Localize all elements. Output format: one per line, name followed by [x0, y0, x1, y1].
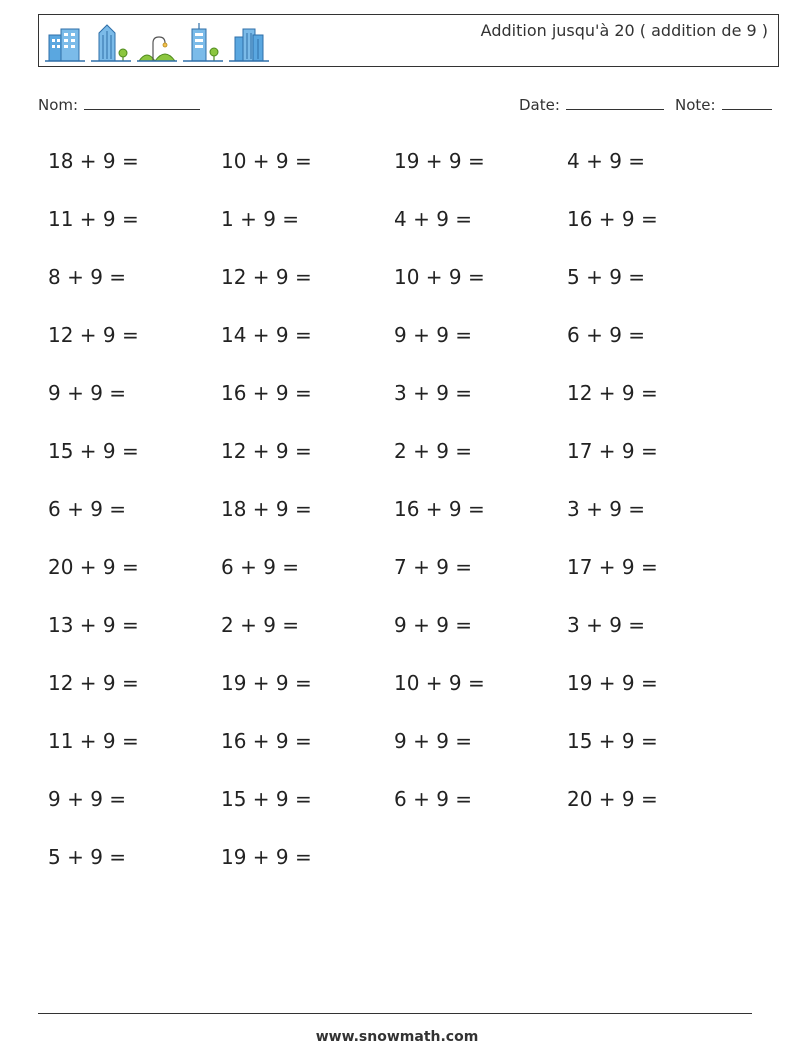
- addition-problem: 19 + 9 =: [221, 845, 312, 869]
- addition-problem: 11 + 9 =: [48, 729, 139, 753]
- addition-problem: 12 + 9 =: [567, 381, 658, 405]
- addition-problem: 9 + 9 =: [48, 381, 127, 405]
- addition-problem: 20 + 9 =: [48, 555, 139, 579]
- addition-problem: 6 + 9 =: [394, 787, 473, 811]
- addition-problem: 12 + 9 =: [221, 265, 312, 289]
- addition-problem: 19 + 9 =: [221, 671, 312, 695]
- addition-problem: 6 + 9 =: [567, 323, 646, 347]
- addition-problem: 11 + 9 =: [48, 207, 139, 231]
- addition-problem: 16 + 9 =: [394, 497, 485, 521]
- addition-problem: 12 + 9 =: [221, 439, 312, 463]
- addition-problem: 17 + 9 =: [567, 439, 658, 463]
- addition-problem: 3 + 9 =: [394, 381, 473, 405]
- addition-problem: 14 + 9 =: [221, 323, 312, 347]
- addition-problem: 9 + 9 =: [394, 729, 473, 753]
- addition-problem: 12 + 9 =: [48, 323, 139, 347]
- addition-problem: 6 + 9 =: [221, 555, 300, 579]
- date-label: Date:: [519, 96, 560, 114]
- addition-problem: 12 + 9 =: [48, 671, 139, 695]
- name-label: Nom:: [38, 96, 79, 114]
- addition-problem: 10 + 9 =: [394, 671, 485, 695]
- addition-problem: 13 + 9 =: [48, 613, 139, 637]
- addition-problem: 20 + 9 =: [567, 787, 658, 811]
- addition-problem: 18 + 9 =: [221, 497, 312, 521]
- addition-problem: 18 + 9 =: [48, 149, 139, 173]
- addition-problem: 19 + 9 =: [567, 671, 658, 695]
- addition-problem: 9 + 9 =: [394, 323, 473, 347]
- addition-problem: 15 + 9 =: [48, 439, 139, 463]
- addition-problem: 17 + 9 =: [567, 555, 658, 579]
- addition-problem: 3 + 9 =: [567, 497, 646, 521]
- addition-problem: 15 + 9 =: [567, 729, 658, 753]
- footer-divider: [38, 1013, 752, 1014]
- addition-problem: 3 + 9 =: [567, 613, 646, 637]
- addition-problem: 6 + 9 =: [48, 497, 127, 521]
- score-label: Note:: [675, 96, 716, 114]
- addition-problem: 9 + 9 =: [48, 787, 127, 811]
- addition-problem: 2 + 9 =: [221, 613, 300, 637]
- addition-problem: 16 + 9 =: [221, 381, 312, 405]
- addition-problem: 4 + 9 =: [394, 207, 473, 231]
- addition-problem: 4 + 9 =: [567, 149, 646, 173]
- addition-problem: 1 + 9 =: [221, 207, 300, 231]
- addition-problem: 5 + 9 =: [48, 845, 127, 869]
- footer-url: www.snowmath.com: [315, 1029, 479, 1045]
- addition-problem: 16 + 9 =: [567, 207, 658, 231]
- worksheet-title: Addition jusqu'à 20 ( addition de 9 ): [480, 21, 768, 40]
- addition-problem: 8 + 9 =: [48, 265, 127, 289]
- addition-problem: 19 + 9 =: [394, 149, 485, 173]
- addition-problem: 9 + 9 =: [394, 613, 473, 637]
- addition-problem: 15 + 9 =: [221, 787, 312, 811]
- addition-problem: 5 + 9 =: [567, 265, 646, 289]
- addition-problem: 7 + 9 =: [394, 555, 473, 579]
- addition-problem: 10 + 9 =: [221, 149, 312, 173]
- addition-problem: 16 + 9 =: [221, 729, 312, 753]
- addition-problem: 2 + 9 =: [394, 439, 473, 463]
- addition-problem: 10 + 9 =: [394, 265, 485, 289]
